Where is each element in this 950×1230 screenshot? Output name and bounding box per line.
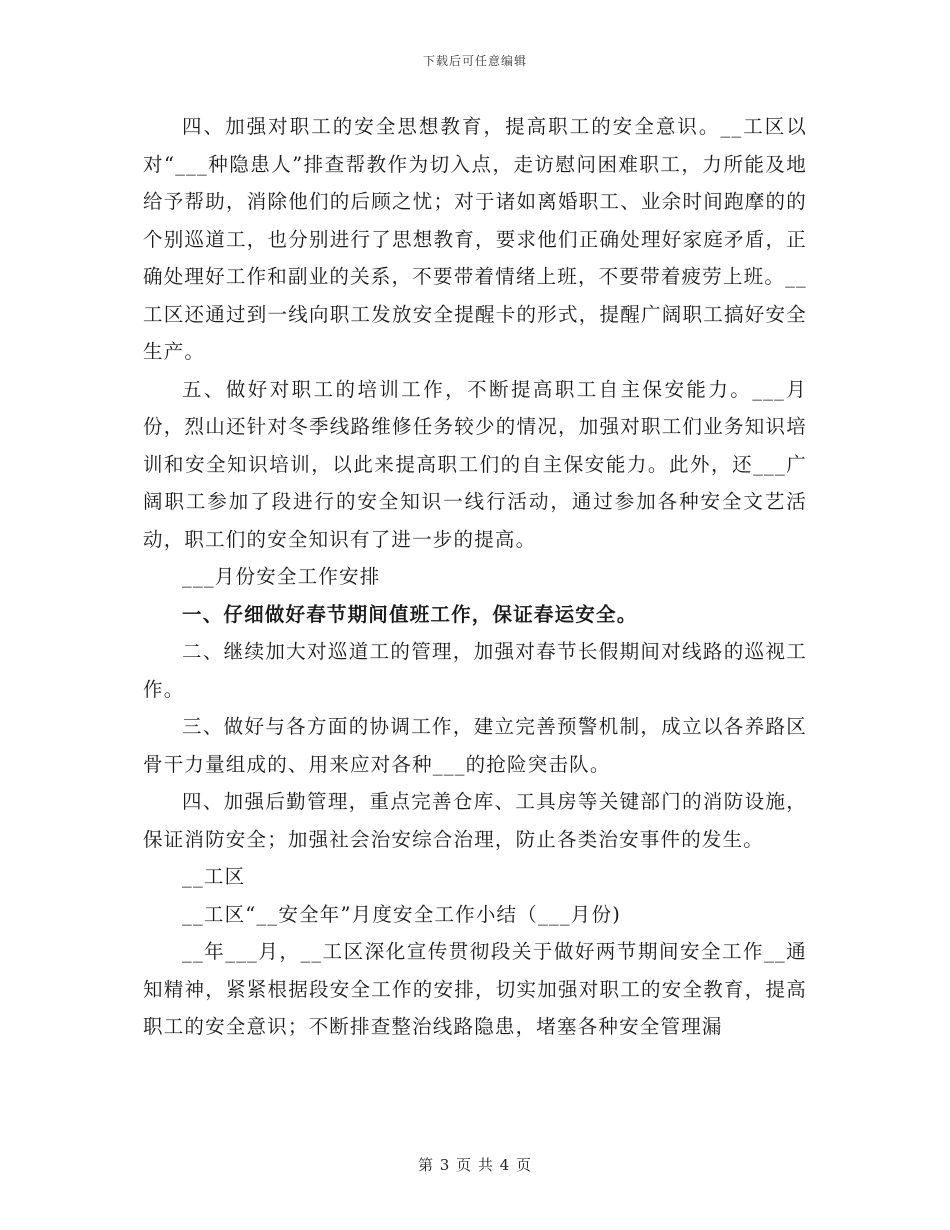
section-heading-monthly-plan: ___月份安全工作安排 (182, 565, 381, 588)
paragraph-training: 五、做好对职工的培训工作，不断提高职工自主保安能力。___月份，烈山还针对冬季线路维修任务较少的情况，加强对职工们业务知识培训和安全知识培训，以此来提高职工们的自主保安能力。此外，还___广阔职工参加了段进行的安全知识一线行活动，通过参加各种安全文艺活动，职工们的安全知识有了进一步的提高。 (143, 377, 807, 551)
plan-item-4: 四、加强后勤管理，重点完善仓库、工具房等关键部门的消防设施，保证消防安全；加强社会治安综合治理，防止各类治安事件的发生。 (143, 790, 807, 851)
paragraph-safety-education: 四、加强对职工的安全思想教育，提高职工的安全意识。__工区以对“___种隐患人”排查帮教作为切入点，走访慰问困难职工，力所能及地给予帮助，消除他们的后顾之忧；对于诸如离婚职工、业余时间跑摩的的个别巡道工，也分别进行了思想教育，要求他们正确处理好家庭矛盾，正确处理好工作和副业的关系，不要带着情绪上班，不要带着疲劳上班。__工区还通过到一线向职工发放安全提醒卡的形式，提醒广阔职工搞好安全生产。 (143, 115, 807, 363)
page-header-note: 下载后可任意编辑 (422, 54, 527, 68)
document-body (143, 108, 807, 1046)
page-number-footer: 第 3 页 共 4 页 (418, 1156, 532, 1174)
plan-item-2: 二、继续加大对巡道工的管理，加强对春节长假期间对线路的巡视工作。 (143, 640, 807, 701)
plan-item-1: 一、仔细做好春节期间值班工作，保证春运安全。 (182, 602, 638, 626)
summary-title: __工区“__安全年”月度安全工作小结（___月份) (182, 902, 621, 926)
signature-work-area: __工区 (182, 865, 246, 888)
plan-item-3: 三、做好与各方面的协调工作，建立完善预警机制，成立以各养路区骨干力量组成的、用来应对各种___的抢险突击队。 (143, 715, 807, 776)
paragraph-summary-intro: __年___月，__工区深化宣传贯彻段关于做好两节期间安全工作__通知精神，紧紧根据段安全工作的安排，切实加强对职工的安全教育，提高职工的安全意识；不断排查整治线路隐患，堵塞各种安全管理漏 (143, 940, 807, 1038)
